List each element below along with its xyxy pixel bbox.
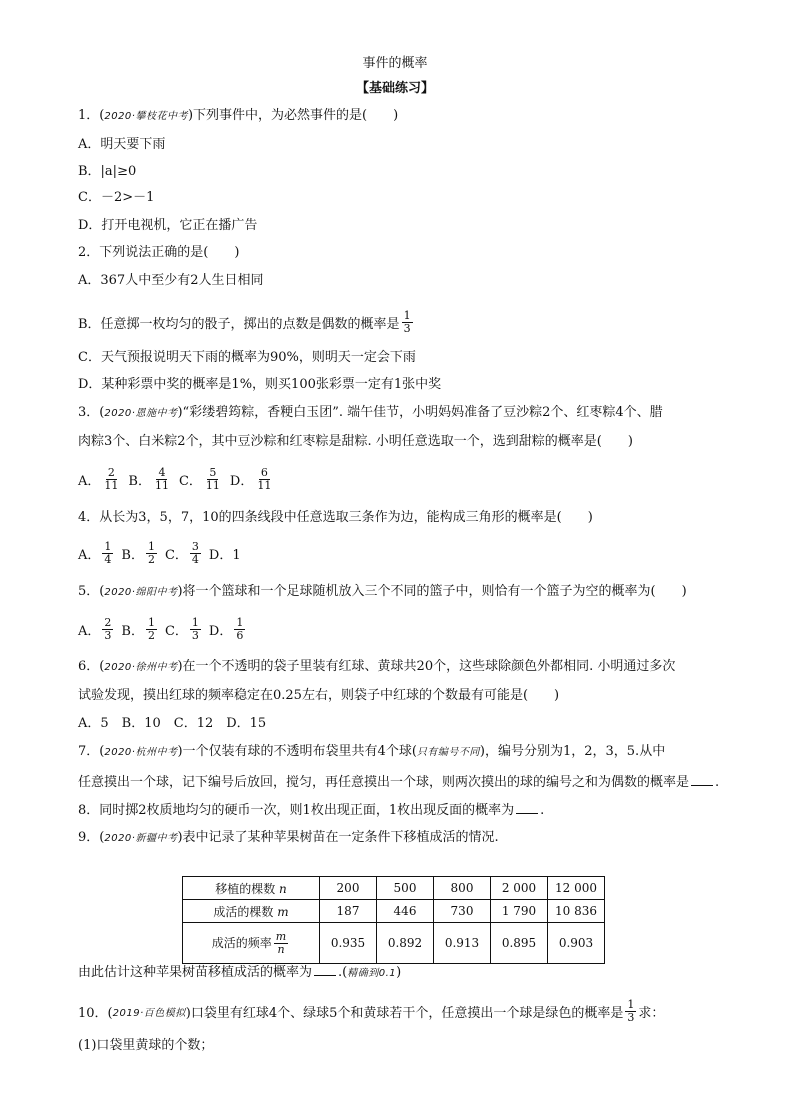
q4-option-b [121,541,159,566]
fraction-denominator: n [277,942,285,956]
q7-text-cont: )，编号分别为1，2，3，5.从中 [479,744,666,759]
option-fraction [190,541,201,566]
q1-option-a: A．明天要下雨 [78,137,166,152]
table-row [183,900,605,923]
q2-option-a: A．367人中至少有2人生日相同 [78,273,264,288]
q2-option-b-text: B．任意掷一枚均匀的骰子，掷出的点数是偶数的概率是 [78,316,400,332]
q9-precision-note: 精确到0.1 [347,968,397,979]
question-7-line-2 [78,773,719,792]
table-cell: 0.913 [434,923,491,964]
fraction-denominator: 11 [257,478,272,492]
table-cell: 0.935 [320,923,377,964]
q7-text-line-2: 任意摸出一个球，记下编号后放回，搅匀，再任意摸出一个球，则两次摸出的球的编号之和为偶数的概率是 [78,775,690,790]
fraction-denominator: 4 [104,552,112,566]
q7-source: 2020·杭州中考 [104,747,178,758]
question-6-line-1 [78,658,675,677]
q2-option-b [78,307,415,337]
row-header [183,900,320,923]
q3-option-b [128,467,173,492]
row-fraction [274,931,288,956]
row-header [183,923,320,964]
q5-source: 2020·绵阳中考 [104,587,178,598]
option-label: B． [121,623,144,639]
fraction-denominator: 2 [147,552,155,566]
question-8 [78,801,544,820]
option-fraction [234,617,245,642]
q3-option-a [78,467,122,492]
q1-source: 2020·攀枝花中考 [104,111,188,122]
fraction-numerator: 1 [191,615,199,629]
q1-option-b: B．|a|≥0 [78,164,137,179]
answer-blank[interactable] [314,963,336,976]
table-cell: 446 [377,900,434,923]
fraction-numerator: m [275,929,287,943]
fraction-denominator: 3 [403,321,411,335]
q7-end: . [715,775,720,790]
fraction-denominator: 3 [104,628,112,642]
question-1 [78,107,398,126]
q10-end: 求： [638,1005,665,1021]
option-label: C． [178,473,202,489]
fraction-numerator: 2 [107,465,115,479]
q8-text: 8．同时掷2枚质地均匀的硬币一次，则1枚出现正面，1枚出现反面的概率为 [78,803,515,818]
option-fraction [102,617,113,642]
option-label: A． [78,473,101,489]
q2-option-d: D．某种彩票中奖的概率是1%，则买100张彩票一定有1张中奖 [78,377,442,392]
q10-source: 2019·百色模拟 [112,1007,186,1019]
q10-number: 10．( [78,1005,113,1021]
question-9 [78,829,499,848]
fraction-denominator: 4 [191,552,199,566]
table-cell: 200 [320,877,377,900]
q10-fraction [625,999,636,1024]
table-cell: 0.892 [377,923,434,964]
option-fraction [190,617,201,642]
q1-option-d: D．打开电视机，它正在播广告 [78,218,258,233]
fraction-denominator: 3 [191,628,199,642]
q3-option-c [179,467,224,492]
question-4: 4．从长为3，5，7，10的四条线段中任意选取三条作为边，能构成三角形的概率是( ) [78,510,593,525]
table-cell: 800 [434,877,491,900]
q6-source: 2020·徐州中考 [104,662,178,673]
q5-option-d [209,617,247,642]
row-label: 成活的棵数 [213,904,274,919]
q9-after-end: .( [338,965,348,980]
q8-end: . [540,803,545,818]
row-variable: n [279,881,287,896]
question-3-line-1 [78,404,663,423]
table-cell: 187 [320,900,377,923]
option-label: A． [78,623,101,639]
q1-option-c: C．－2>－1 [78,190,155,205]
option-label: B． [128,473,151,489]
fraction-numerator: 3 [191,539,199,553]
option-fraction [153,467,171,492]
q9-text: )表中记录了某种苹果树苗在一定条件下移植成活的情况. [177,830,499,845]
q4-option-a [78,541,115,566]
q1-text: )下列事件中，为必然事件的是( ) [187,108,399,123]
fraction-numerator: 1 [627,997,635,1011]
q5-option-a [78,617,115,642]
table-cell: 2 000 [491,877,548,900]
q3-source: 2020·恩施中考 [104,408,178,419]
fraction-denominator: 11 [205,478,220,492]
q5-option-c [165,617,203,642]
row-label: 成活的频率 [211,935,272,950]
fraction-denominator: 6 [236,628,244,642]
fraction-numerator: 6 [260,465,268,479]
question-9-followup [78,963,401,983]
table-cell: 12 000 [548,877,605,900]
table-cell: 500 [377,877,434,900]
fraction-denominator: 2 [147,628,155,642]
q9-number: 9．( [78,830,105,845]
table-cell: 0.895 [491,923,548,964]
question-3-line-2: 肉粽3个、白米粽2个，其中豆沙粽和红枣粽是甜粽. 小明任意选取一个，选到甜粽的概率是( ) [78,434,633,449]
q7-note: 只有编号不同 [416,747,480,758]
q3-options [78,464,281,494]
section-heading: 【基础练习】 [355,81,434,96]
option-label: B． [121,547,144,563]
q9-after-text: 由此估计这种苹果树苗移植成活的概率为 [78,965,313,980]
q3-option-d [230,467,275,492]
fraction-numerator: 1 [147,615,155,629]
fraction-denominator: 3 [627,1010,635,1024]
q6-text: )在一个不透明的袋子里装有红球、黄球共20个，这些球除颜色外都相同. 小明通过多次 [177,659,676,674]
option-label: C． [164,547,188,563]
q4-option-c [165,541,203,566]
fraction-numerator: 1 [147,539,155,553]
q4-option-d: D．1 [208,547,241,563]
q4-options [78,538,247,568]
transplant-table [182,876,605,964]
option-label: D． [229,473,254,489]
option-fraction [204,467,222,492]
q3-number: 3．( [78,405,105,420]
question-6-line-2: 试验发现，摸出红球的频率稳定在0.25左右，则袋子中红球的个数最有可能是( ) [78,688,560,703]
option-label: D． [208,623,233,639]
fraction-denominator: 11 [154,478,169,492]
q5-text: )将一个篮球和一个足球随机放入三个不同的篮子中，则恰有一个篮子为空的概率为( ) [177,584,687,599]
option-label: A． [78,547,101,563]
answer-blank[interactable] [691,773,713,786]
option-fraction [102,541,113,566]
q9-source: 2020·新疆中考 [104,833,178,844]
q6-number: 6．( [78,659,105,674]
option-fraction [146,617,157,642]
question-7-line-1 [78,743,665,762]
q5-option-b [121,617,159,642]
fraction-numerator: 1 [104,539,112,553]
q6-options: A．5 B．10 C．12 D．15 [78,716,267,731]
q7-number: 7．( [78,744,105,759]
table-cell: 730 [434,900,491,923]
answer-blank[interactable] [516,801,538,814]
row-header [183,877,320,900]
question-2: 2．下列说法正确的是( ) [78,245,240,260]
page-title: 事件的概率 [362,56,428,71]
fraction-numerator: 2 [104,615,112,629]
q10-subquestion-1: (1)口袋里黄球的个数； [78,1038,214,1053]
table-row [183,877,605,900]
q2-option-b-fraction [402,310,413,335]
option-fraction [255,467,273,492]
fraction-numerator: 5 [209,465,217,479]
option-fraction [146,541,157,566]
fraction-numerator: 1 [236,615,244,629]
question-5 [78,583,687,602]
table-cell: 10 836 [548,900,605,923]
table-cell: 1 790 [491,900,548,923]
option-fraction [102,467,120,492]
q2-option-c: C．天气预报说明天下雨的概率为90%，则明天一定会下雨 [78,350,416,365]
q10-text: )口袋里有红球4个、绿球5个和黄球若干个，任意摸出一个球是绿色的概率是 [185,1005,624,1021]
row-variable: m [277,904,289,919]
fraction-numerator: 4 [158,465,166,479]
fraction-numerator: 1 [403,308,411,322]
q3-text: )“彩缕碧筠粽，香粳白玉团”. 端午佳节，小明妈妈准备了豆沙粽2个、红枣粽4个、腊 [177,405,663,420]
option-label: C． [164,623,188,639]
q1-number: 1．( [78,108,105,123]
question-10 [78,996,664,1026]
fraction-denominator: 11 [104,478,119,492]
q9-after-close: ) [396,965,402,980]
q5-options [78,614,253,644]
table-cell: 0.903 [548,923,605,964]
table-row [183,923,605,964]
row-label: 移植的棵数 [215,881,276,896]
q5-number: 5．( [78,584,105,599]
q7-text: )一个仅装有球的不透明布袋里共有4个球( [177,744,417,759]
